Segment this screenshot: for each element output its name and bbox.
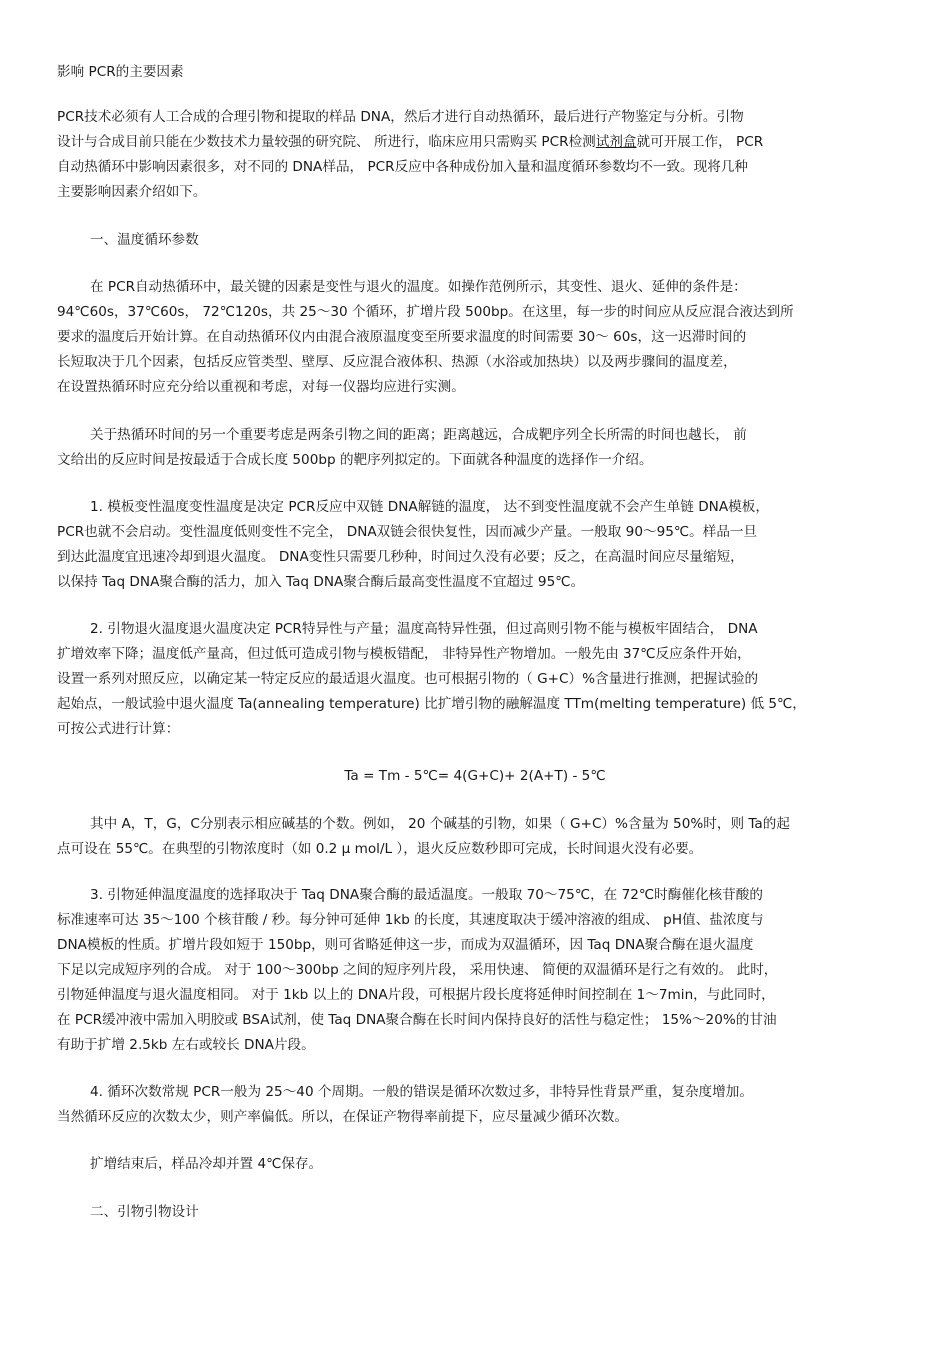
text-line: 1. 模板变性温度变性温度是决定 PCR反应中双链 DNA解链的温度， 达不到变性温度就不会产生单链 DNA模板， <box>90 499 769 515</box>
text-line: 扩增效率下降；温度低产量高，但过低可造成引物与模板错配， 非特异性产物增加。一般先由 37℃反应条件开始， <box>57 646 751 662</box>
section-heading-primer-design: 二、引物引物设计 <box>90 1204 199 1220</box>
text-line: 94℃60s，37℃60s， 72℃120s，共 25～30 个循环，扩增片段 500bp。在这里，每一步的时间应从反应混合液达到所 <box>57 304 794 320</box>
annealing-formula: Ta = Tm - 5℃= 4(G+C)+ 2(A+T) - 5℃ <box>344 768 606 784</box>
title-line: 影响 PCR的主要因素 <box>57 64 184 80</box>
section-heading <box>90 228 890 253</box>
text-line: 到达此温度宜迅速冷却到退火温度。 DNA变性只需要几秒种，时间过久没有必要；反之，在高温时间应尽量缩短， <box>57 549 744 565</box>
text-line: 起始点，一般试验中退火温度 Ta(annealing temperature) 比扩增引物的融解温度 TTm(melting temperature) 低 5℃， <box>57 696 806 712</box>
text-line: 扩增结束后，样品冷却并置 4℃保存。 <box>90 1156 323 1172</box>
text-line: PCR技术必须有人工合成的合理引物和提取的样品 DNA，然后才进行自动热循环，最后进行产物鉴定与分析。引物 <box>57 109 744 125</box>
paragraph-denaturation <box>57 495 899 595</box>
text-line: PCR也就不会启动。变性温度低则变性不完全， DNA双链会很快复性，因而减少产量。一般取 90～95℃。样品一旦 <box>57 524 758 540</box>
text-line: 其中 A，T，G，C分别表示相应碱基的个数。例如， 20 个碱基的引物，如果（ G+C）%含量为 50%时，则 Ta的起 <box>90 816 790 832</box>
text-line: 关于热循环时间的另一个重要考虑是两条引物之间的距离；距离越远，合成靶序列全长所需的时间也越长， 前 <box>90 427 747 443</box>
text-line: 要求的温度后开始计算。在自动热循环仪内由混合液原温度变至所要求温度的时间需要 30～ 60s，这一迟滞时间的 <box>57 329 747 345</box>
section-heading-temperature: 一、温度循环参数 <box>90 232 199 248</box>
paragraph-temperature-cycle <box>57 275 899 400</box>
paragraph-cycle-count <box>57 1080 899 1130</box>
underlined-term: 试剂盒 <box>595 134 637 150</box>
text-line: 下足以完成短序列的合成。 对于 100～300bp 之间的短序列片段， 采用快速、 简便的双温循环是行之有效的。 此时， <box>57 962 778 978</box>
text-line: 以保持 Taq DNA聚合酶的活力，加入 Taq DNA聚合酶后最高变性温度不宜超过 95℃。 <box>57 574 585 590</box>
text-line: 3. 引物延伸温度温度的选择取决于 Taq DNA聚合酶的最适温度。一般取 70～75℃，在 72℃时酶催化核苷酸的 <box>90 887 763 903</box>
paragraph-storage <box>57 1152 899 1177</box>
text-line: 2. 引物退火温度退火温度决定 PCR特异性与产量；温度高特异性强，但过高则引物不能与模板牢固结合， DNA <box>90 621 758 637</box>
text-line: 当然循环反应的次数太少，则产率偏低。所以，在保证产物得率前提下，应尽量减少循环次数。 <box>57 1109 628 1125</box>
intro-paragraph <box>57 105 899 205</box>
text-line: 4. 循环次数常规 PCR一般为 25～40 个周期。一般的错误是循环次数过多，非特异性背景严重，复杂度增加。 <box>90 1084 753 1100</box>
text-line <box>57 130 899 155</box>
text-line: 长短取决于几个因素，包括反应管类型、壁厚、反应混合液体积、热源（水浴或加热块）以及两步骤间的温度差， <box>57 354 737 370</box>
text-line: 标准速率可达 35～100 个核苷酸 / 秒。每分钟可延伸 1kb 的长度，其速度取决于缓冲溶液的组成、 pH值、盐浓度与 <box>57 912 764 928</box>
text-line: 有助于扩增 2.5kb 左右或较长 DNA片段。 <box>57 1037 315 1053</box>
text-line: 自动热循环中影响因素很多，对不同的 DNA样品， PCR反应中各种成份加入量和温度循环参数均不一致。现将几种 <box>57 159 749 175</box>
text-run: 设计与合成目前只能在少数技术力量较强的研究院、 所进行，临床应用只需购买 PCR检测 <box>57 134 596 150</box>
text-line: 引物延伸温度与退火温度相同。 对于 1kb 以上的 DNA片段，可根据片段长度将延伸时间控制在 1～7min，与此同时， <box>57 987 775 1003</box>
paragraph-cycle-time <box>57 423 899 473</box>
section-heading <box>90 1200 890 1225</box>
document-title <box>57 60 899 85</box>
text-line: DNA模板的性质。扩增片段如短于 150bp，则可省略延伸这一步，而成为双温循环，因 Taq DNA聚合酶在退火温度 <box>57 937 754 953</box>
text-line: 文给出的反应时间是按最适于合成长度 500bp 的靶序列拟定的。下面就各种温度的选择作一介绍。 <box>57 452 653 468</box>
paragraph-formula-example <box>57 812 899 862</box>
text-line: 设置一系列对照反应，以确定某一特定反应的最适退火温度。也可根据引物的（ G+C）%含量进行推测，把握试验的 <box>57 671 759 687</box>
paragraph-extension <box>57 883 899 1058</box>
paragraph-annealing <box>57 617 899 742</box>
text-line: 可按公式进行计算： <box>57 721 180 737</box>
text-line: 在 PCR缓冲液中需加入明胶或 BSA试剂，使 Taq DNA聚合酶在长时间内保持良好的活性与稳定性； 15%～20%的甘油 <box>57 1012 777 1028</box>
text-line: 主要影响因素介绍如下。 <box>57 184 207 200</box>
text-line: 点可设在 55℃。在典型的引物浓度时（如 0.2 μ mol/L ），退火反应数秒即可完成，长时间退火没有必要。 <box>57 841 703 857</box>
text-run: 就可开展工作， PCR <box>636 134 764 150</box>
text-line: 在设置热循环时应充分给以重视和考虑，对每一仪器均应进行实测。 <box>57 379 465 395</box>
text-line: 在 PCR自动热循环中，最关键的因素是变性与退火的温度。如操作范例所示，其变性、退火、延伸的条件是： <box>90 279 747 295</box>
